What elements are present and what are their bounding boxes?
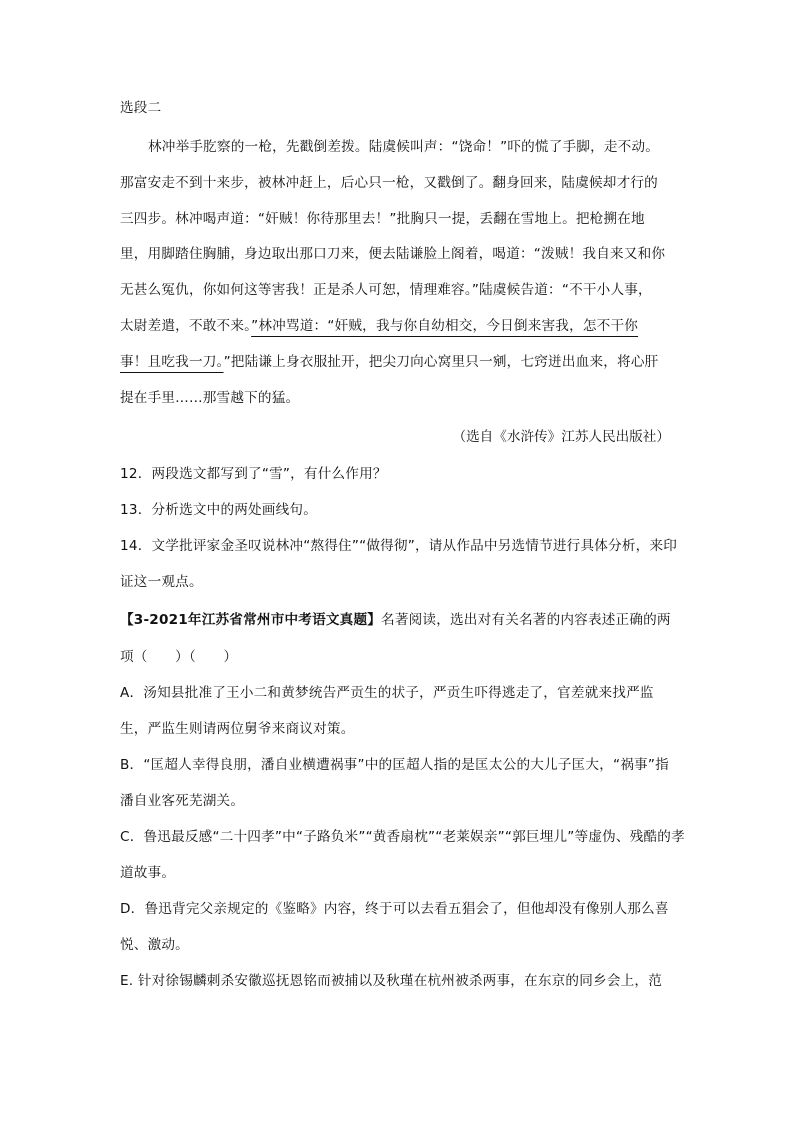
passage-line-7-plain: ”把陆谦上身衣服扯开，把尖刀向心窝里只一剜，七窍迸出血来，将心肝 [223,354,659,370]
question-13: 13．分析选文中的两处画线句。 [120,502,318,518]
passage-line-4: 里，用脚踏住胸脯，身边取出那口刀来，便去陆谦脸上阁着，喝道：“泼贼！我自来又和你 [120,246,666,262]
passage-line-7 [120,352,658,372]
passage-line-3: 三四步。林冲喝声道：“奸贼！你待那里去！”批胸只一提，丢翻在雪地上。把枪搠在地 [120,211,645,227]
underlined-sentence-part-2: 事！且吃我一刀。 [120,354,224,370]
option-c-line-2: 道故事。 [120,865,176,881]
option-c-line-1: C．鲁迅最反感“二十四孝”中“子路负米”“黄香扇枕”“老莱娱亲”“郭巨埋儿”等虚伪、残酷的孝 [120,829,685,845]
passage-line-2: 那富安走不到十来步，被林冲赶上，后心只一枪，又戳倒了。翻身回来，陆虞候却才行的 [120,175,658,191]
question-14-line-1: 14．文学批评家金圣叹说林冲“熬得住”“做得彻”，请从作品中另选情节进行具体分析，来印 [120,538,678,554]
underlined-sentence-part-1: ”林冲骂道：“奸贼，我与你自幼相交，今日倒来害我，怎不干你 [251,318,639,334]
mc-question-stem: 名著阅读，选出对有关名著的内容表述正确的两 [381,612,671,628]
option-e-line-1: E. 针对徐锡麟刺杀安徽巡抚恩铭而被捕以及秋瑾在杭州被杀两事，在东京的同乡会上，范 [120,973,662,989]
passage-line-6 [120,316,638,336]
mc-question-answer-blanks: 项（ ）（ ） [120,649,238,665]
option-d-line-2: 悦、激动。 [120,937,189,953]
source-citation: （选自《水浒传》江苏人民出版社） [452,429,670,445]
passage-line-6-plain: 太尉差遣，不敢不来。 [120,318,252,334]
section-title: 选段二 [120,100,162,116]
passage-line-8: 提在手里……那雪越下的猛。 [120,390,300,406]
option-b-line-1: B．“匡超人幸得良朋，潘自业横遭祸事”中的匡超人指的是匡太公的大儿子匡大，“祸事”指 [120,757,669,773]
passage-line-1: 林冲举手肐察的一枪，先戳倒差拨。陆虞候叫声：“饶命！”吓的慌了手脚，走不动。 [148,139,660,155]
option-b-line-2: 潘自业客死芜湖关。 [120,793,245,809]
option-a-line-2: 生，严监生则请两位舅爷来商议对策。 [120,721,355,737]
question-12: 12．两段选文都写到了“雪”，有什么作用？ [120,466,387,482]
mc-question-source: 【3-2021年江苏省常州市中考语文真题】 [120,612,382,628]
option-d-line-1: D．鲁迅背完父亲规定的《鉴略》内容，终于可以去看五猖会了，但他却没有像别人那么喜 [120,901,669,917]
question-14-line-2: 证这一观点。 [120,574,203,590]
mc-question-header [120,610,671,630]
passage-line-5: 无甚么冤仇，你如何这等害我！正是杀人可恕，情理难容。”陆虞候告道：“不干小人事， [120,282,652,298]
option-a-line-1: A．汤知县批准了王小二和黄梦统告严贡生的状子，严贡生吓得逃走了，官差就来找严监 [120,685,654,701]
